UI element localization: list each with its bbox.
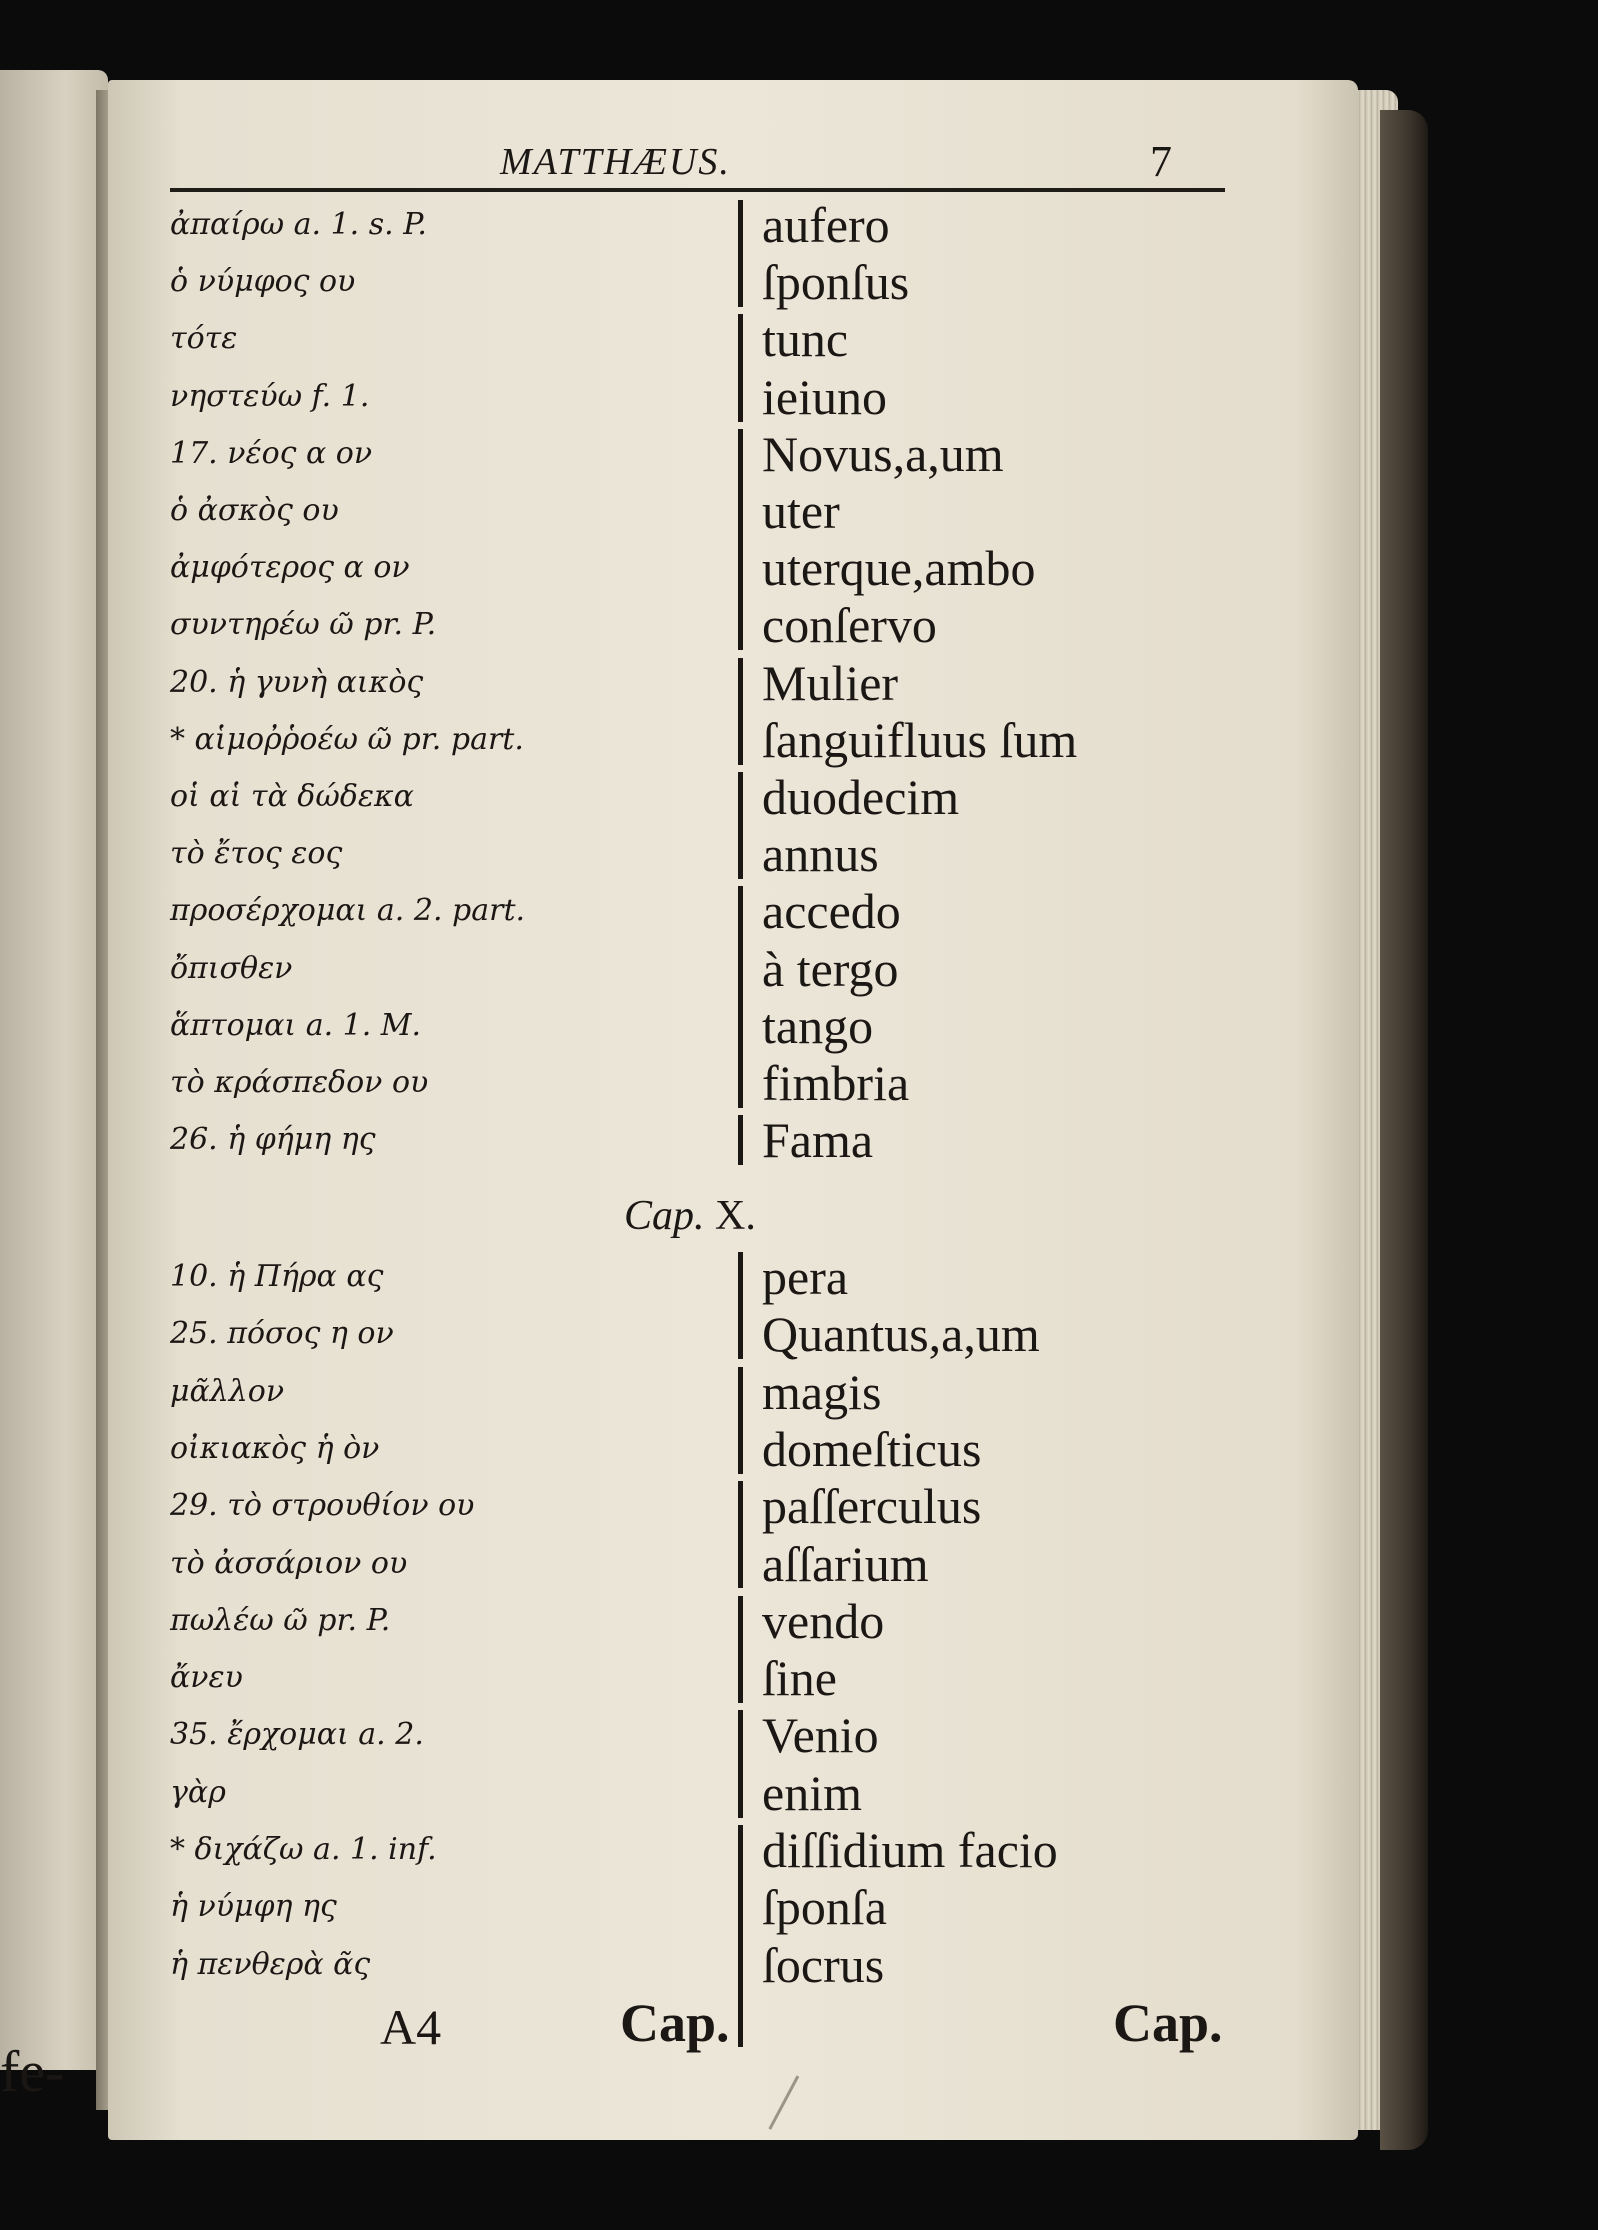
running-title: MATTHÆUS. [500, 141, 731, 183]
latin-gloss: enim [762, 1764, 862, 1821]
greek-term: τότε [170, 321, 238, 357]
latin-gloss: pera [762, 1249, 849, 1305]
footer-bracket [738, 1955, 743, 2047]
latin-gloss: ſanguifluus ſum [762, 711, 1078, 768]
greek-term: οἰκιακὸς ἡ ὸν [170, 1430, 380, 1466]
greek-term: προσέρχομαι a. 2. part. [170, 893, 526, 929]
latin-gloss: uterque,ambo [762, 540, 1036, 597]
greek-term: τὸ ἀσσάριον ου [170, 1545, 408, 1581]
entry-bracket [738, 772, 743, 879]
greek-term: * διχάζω a. 1. inf. [170, 1832, 437, 1867]
greek-term: πωλέω ῶ pr. P. [170, 1602, 391, 1638]
latin-gloss: tunc [762, 311, 849, 368]
latin-gloss: ieiuno [762, 368, 887, 425]
catchword-left: Cap. [620, 1993, 730, 2053]
entry-bracket [738, 314, 743, 421]
signature-mark: A4 [380, 1999, 442, 2055]
greek-term: μᾶλλον [170, 1373, 285, 1409]
latin-gloss: uter [762, 483, 840, 539]
greek-term: γὰρ [170, 1774, 226, 1810]
greek-term: ἡ νύμφη ης [170, 1889, 337, 1925]
catchword-right: Cap. [1113, 1993, 1223, 2053]
latin-gloss: aufero [762, 197, 890, 253]
greek-term: 29. τὸ στρουθίον ου [170, 1488, 475, 1524]
greek-term: τὸ κράσπεδον ου [170, 1065, 429, 1100]
latin-gloss: ſponſus [762, 254, 910, 311]
entry-bracket [738, 1252, 743, 1359]
greek-term: ὄπισθεν [170, 950, 293, 986]
latin-gloss: Mulier [762, 654, 899, 711]
entry-bracket [738, 886, 743, 1108]
greek-term: ἀπαίρω a. 1. s. P. [170, 207, 427, 242]
greek-term: οἱ αἱ τὰ δώδεκα [170, 779, 414, 814]
latin-gloss: paſſerculus [762, 1478, 982, 1535]
latin-gloss: ſocrus [762, 1936, 885, 1993]
latin-gloss: accedo [762, 883, 901, 940]
greek-term: 17. νέος α ον [170, 435, 373, 471]
latin-gloss: Novus,a,um [762, 425, 1004, 482]
greek-term: ὁ νύμφος ου [170, 264, 356, 300]
latin-gloss: ſine [762, 1650, 837, 1707]
header-rule [170, 188, 1225, 192]
entry-bracket [738, 200, 743, 307]
latin-gloss: à tergo [762, 940, 899, 997]
latin-gloss: aſſarium [762, 1535, 929, 1592]
page-number: 7 [1150, 137, 1172, 186]
latin-gloss: magis [762, 1363, 882, 1420]
entry-bracket [738, 658, 743, 765]
entry-bracket [738, 1596, 743, 1703]
greek-term: συντηρέω ῶ pr. P. [170, 607, 437, 643]
entry-bracket [738, 1710, 743, 1817]
greek-term: 20. ἡ γυνὴ αικὸς [170, 664, 424, 700]
entry-bracket [738, 1481, 743, 1588]
greek-term: * αἱμοῤῥοέω ῶ pr. part. [170, 721, 524, 757]
latin-gloss: conſervo [762, 597, 937, 654]
greek-term: 35. ἔρχομαι a. 2. [170, 1717, 424, 1753]
greek-term: ἀμφότερος α ον [170, 550, 410, 586]
latin-gloss: Venio [762, 1707, 879, 1764]
greek-term: ἡ πενθερὰ ᾶς [170, 1946, 371, 1982]
latin-gloss: duodecim [762, 769, 960, 825]
entry-bracket [738, 1115, 743, 1165]
entry-bracket [738, 429, 743, 651]
latin-gloss: annus [762, 826, 879, 883]
latin-gloss: diſſidium facio [762, 1822, 1058, 1878]
facing-page-fragment: fe- [0, 2039, 65, 2104]
greek-term: νηστεύω f. 1. [170, 378, 370, 414]
greek-term: ὁ ἀσκὸς ου [170, 493, 339, 528]
greek-term: 25. πόσος η ον [170, 1316, 394, 1352]
book-cover-edge [1380, 110, 1428, 2150]
chapter-heading [624, 1192, 824, 1240]
latin-gloss: tango [762, 997, 874, 1054]
greek-term: τὸ ἔτος εος [170, 836, 343, 872]
latin-gloss: Fama [762, 1112, 874, 1169]
entry-bracket [738, 1367, 743, 1474]
greek-term: 10. ἡ Πήρα ας [170, 1259, 384, 1294]
greek-term: ἄνευ [170, 1660, 243, 1696]
latin-gloss: domeſticus [762, 1420, 982, 1477]
latin-gloss: ſponſa [762, 1879, 887, 1936]
latin-gloss: Quantus,a,um [762, 1306, 1040, 1363]
latin-gloss: vendo [762, 1592, 885, 1649]
chapter-label: Cap. [624, 1193, 705, 1239]
latin-gloss: fimbria [762, 1055, 910, 1111]
greek-term: 26. ἡ φήμη ης [170, 1122, 376, 1158]
facing-page [0, 70, 108, 2104]
chapter-numeral: X. [715, 1193, 756, 1239]
greek-term: ἅπτομαι a. 1. M. [170, 1007, 422, 1043]
